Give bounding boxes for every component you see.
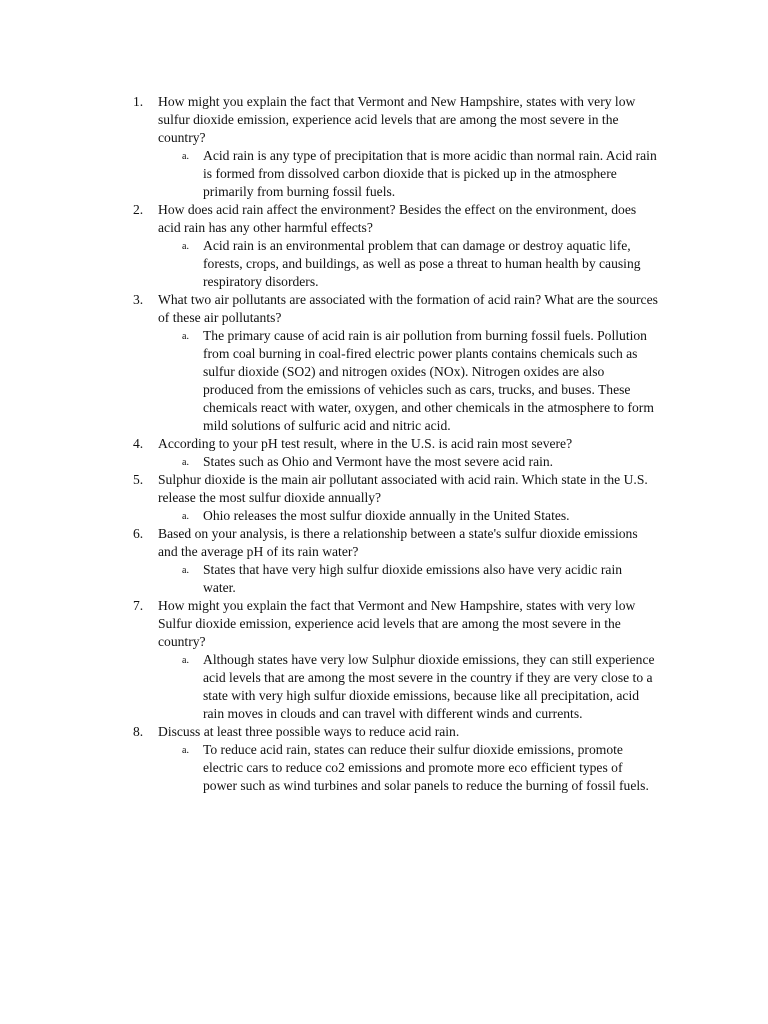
question-text: How might you explain the fact that Vermont and New Hampshire, states with very low Sulfur dioxide emission, experience acid levels that are among the most severe in the country? [158, 598, 636, 649]
question-number: 3. [133, 292, 144, 307]
answer-marker: a. [182, 655, 189, 666]
answer-text: Although states have very low Sulphur dioxide emissions, they can still experience acid levels that are among the most severe in the country if they are very close to a state with very high sulfur dioxide emissions, because like all precipitation, acid rain moves in clouds and can travel with different winds and currents. [203, 652, 655, 721]
question-text: How does acid rain affect the environment? Besides the effect on the environment, does acid rain has any other harmful effects? [158, 202, 637, 235]
question-text: Based on your analysis, is there a relationship between a state's sulfur dioxide emissions and the average pH of its rain water? [158, 526, 638, 559]
question-number: 7. [133, 598, 144, 613]
question-number: 8. [133, 724, 144, 739]
answer-marker: a. [182, 457, 189, 468]
answer-6 [0, 561, 768, 597]
question-number: 4. [133, 436, 144, 451]
question-text: Sulphur dioxide is the main air pollutant associated with acid rain. Which state in the U.S. release the most sulfur dioxide annually? [158, 472, 648, 505]
answer-3 [0, 327, 768, 435]
answer-text: Ohio releases the most sulfur dioxide annually in the United States. [203, 508, 570, 523]
answer-marker: a. [182, 745, 189, 756]
answer-2 [0, 237, 768, 291]
answer-marker: a. [182, 565, 189, 576]
answer-text: To reduce acid rain, states can reduce their sulfur dioxide emissions, promote electric cars to reduce co2 emissions and promote more eco efficient types of power such as wind turbines and solar panels to reduce the burning of fossil fuels. [203, 742, 649, 793]
document-page [0, 93, 768, 795]
question-7 [0, 597, 768, 723]
answer-8 [0, 741, 768, 795]
answer-4 [0, 453, 768, 471]
question-5 [0, 471, 768, 525]
answer-marker: a. [182, 151, 189, 162]
question-1 [0, 93, 768, 201]
question-2 [0, 201, 768, 291]
answer-1 [0, 147, 768, 201]
question-4 [0, 435, 768, 471]
answer-text: States that have very high sulfur dioxide emissions also have very acidic rain water. [203, 562, 623, 595]
question-text: According to your pH test result, where in the U.S. is acid rain most severe? [158, 436, 573, 451]
question-3 [0, 291, 768, 435]
question-text: Discuss at least three possible ways to reduce acid rain. [158, 724, 460, 739]
question-8 [0, 723, 768, 795]
answer-marker: a. [182, 331, 189, 342]
answer-marker: a. [182, 511, 189, 522]
answer-7 [0, 651, 768, 723]
question-6 [0, 525, 768, 597]
answer-marker: a. [182, 241, 189, 252]
answer-text: States such as Ohio and Vermont have the most severe acid rain. [203, 454, 554, 469]
answer-text: Acid rain is any type of precipitation that is more acidic than normal rain. Acid rain is formed from dissolved carbon dioxide that is picked up in the atmosphere primarily from burning fossil fuels. [203, 148, 657, 199]
answer-5 [0, 507, 768, 525]
question-text: How might you explain the fact that Vermont and New Hampshire, states with very low sulfur dioxide emission, experience acid levels that are among the most severe in the country? [158, 94, 636, 145]
answer-text: Acid rain is an environmental problem that can damage or destroy aquatic life, forests, crops, and buildings, as well as pose a threat to human health by causing respiratory disorders. [203, 238, 641, 289]
question-text: What two air pollutants are associated with the formation of acid rain? What are the sources of these air pollutants? [158, 292, 658, 325]
answer-text: The primary cause of acid rain is air pollution from burning fossil fuels. Pollution from coal burning in coal-fired electric power plants contains chemicals such as sulfur dioxide (SO2) and nitrogen oxides (NOx). Nitrogen oxides are also produced from the emissions of vehicles such as cars, trucks, and buses. These chemicals react with water, oxygen, and other chemicals in the atmosphere to form mild solutions of sulfuric acid and nitric acid. [203, 328, 654, 433]
question-number: 6. [133, 526, 144, 541]
question-number: 5. [133, 472, 144, 487]
question-number: 1. [133, 94, 144, 109]
question-number: 2. [133, 202, 144, 217]
